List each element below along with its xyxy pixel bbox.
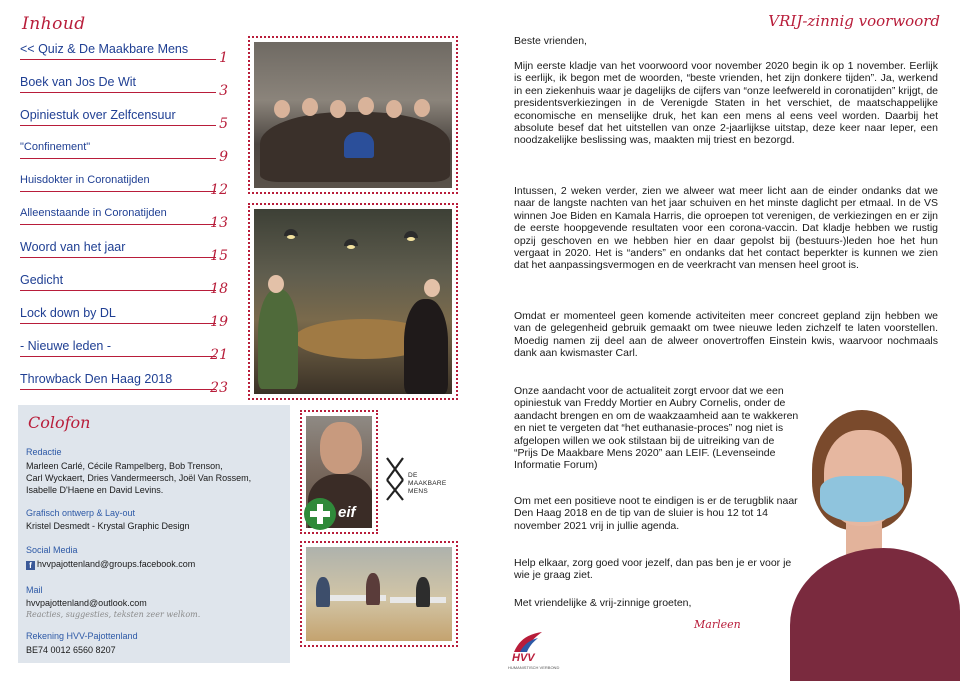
paragraph: Help elkaar, zorg goed voor jezelf, dan pas ben je er voor je wie je graag ziet. bbox=[514, 557, 792, 582]
mail-note: Reacties, suggesties, teksten zeer welkom. bbox=[26, 610, 201, 619]
dmm-figure-icon bbox=[384, 456, 406, 502]
paragraph: Onze aandacht voor de actualiteit zorgt ervoor dat we een opiniestuk van Freddy Mortier en Aubry Cornelis, onder de aandacht brengen en om de waakzaamheid aan te wakkeren en niet te vergeten dat “het euthanasie-proces” nog niet is afgelopen willen we ook stilstaan bij de uitreiking van de “Prijs De Maakbare Mens 2020” aan LEIF. (Levenseinde Informatie Forum) bbox=[514, 385, 799, 472]
toc-divider bbox=[20, 224, 216, 225]
toc-item[interactable] bbox=[20, 339, 234, 369]
dmm-logo-text-2: MAAKBARE bbox=[408, 480, 447, 487]
hvv-logo-text: HVV bbox=[512, 652, 535, 664]
bank-account: BE74 0012 6560 8207 bbox=[26, 645, 116, 655]
toc-item-label[interactable]: - Nieuwe leden - bbox=[20, 339, 112, 353]
toc-item-label[interactable]: Woord van het jaar bbox=[20, 240, 126, 254]
redactie-line: Marleen Carlé, Cécile Rampelberg, Bob Trenson, bbox=[26, 461, 223, 471]
greeting: Beste vrienden, bbox=[514, 35, 587, 47]
mail-heading: Mail bbox=[26, 585, 43, 595]
leif-logo bbox=[304, 498, 374, 530]
social-link-text[interactable]: hvvpajottenland@groups.facebook.com bbox=[37, 559, 196, 569]
meeting-photo bbox=[248, 203, 458, 400]
facebook-icon: f bbox=[26, 561, 35, 570]
toc-item-page: 21 bbox=[210, 347, 228, 363]
toc-item-label[interactable]: Opiniestuk over Zelfcensuur bbox=[20, 108, 176, 122]
toc-item-page: 12 bbox=[210, 182, 228, 198]
toc-item[interactable] bbox=[20, 141, 234, 171]
toc-item[interactable] bbox=[20, 75, 234, 105]
hvv-logo-subtext: HUMANISTISCH VERBOND bbox=[508, 665, 560, 670]
toc-item-label[interactable]: Throwback Den Haag 2018 bbox=[20, 372, 173, 386]
author-photo bbox=[790, 398, 960, 681]
toc-divider bbox=[20, 191, 216, 192]
toc-title: Inhoud bbox=[22, 14, 86, 34]
toc-divider bbox=[20, 290, 216, 291]
room-photo bbox=[300, 541, 458, 647]
redactie-heading: Redactie bbox=[26, 447, 62, 457]
toc-item-label[interactable]: Gedicht bbox=[20, 273, 64, 287]
signature: Marleen bbox=[694, 618, 741, 631]
toc-divider bbox=[20, 389, 216, 390]
de-maakbare-mens-logo bbox=[384, 452, 454, 510]
hvv-logo bbox=[506, 630, 560, 674]
closing: Met vriendelijke & vrij-zinnige groeten, bbox=[514, 597, 692, 609]
group-photo bbox=[248, 36, 458, 194]
toc-item[interactable] bbox=[20, 42, 234, 72]
toc-divider bbox=[20, 356, 216, 357]
toc-divider bbox=[20, 125, 216, 126]
leif-logo-text: eif bbox=[338, 504, 356, 521]
toc-item-page: 18 bbox=[210, 281, 228, 297]
toc-item[interactable] bbox=[20, 372, 234, 402]
toc-item[interactable] bbox=[20, 273, 234, 303]
paragraph: Intussen, 2 weken verder, zien we alweer wat meer licht aan de einder ondanks dat we naar de langste nachten van het jaar schuiven en het minste daglicht per etmaal. In de VS winnen Joe Biden en Kamala Harris, die oproepen tot verenigen, de verkiezingen en er zijn de eerste hoopgevende resultaten voor een corona-vaccin. Dat kladje hebben we rustig opzij geschoven en we hebben hier en daar gepolst bij (bestuurs-)leden hoe het hun vergaat in 2020. Het is “anders” en ondanks dat het contact beperkter is kunnen we zien dat het aanpassingsvermogen en de veerkracht van mensen heel groot is. bbox=[514, 185, 938, 272]
toc-item-label[interactable]: Lock down by DL bbox=[20, 306, 116, 320]
colofon-box bbox=[18, 405, 290, 663]
paragraph: Omdat er momenteel geen komende activiteiten meer concreet gepland zijn hebben we van de gelegenheid gebruik gemaakt om twee nieuwe leden zichzelf te laten voorstellen. Moedig namen zij deel aan de alweer onovertroffen Einstein kwis, waarvoor nochmaals dank aan kwismaster Carl. bbox=[514, 310, 938, 360]
toc-divider bbox=[20, 158, 216, 159]
toc-item[interactable] bbox=[20, 108, 234, 138]
toc-item-label[interactable]: << Quiz & De Maakbare Mens bbox=[20, 42, 189, 56]
social-link[interactable] bbox=[26, 558, 195, 570]
toc-item-page: 15 bbox=[210, 248, 228, 264]
bank-heading: Rekening HVV-Pajottenland bbox=[26, 631, 138, 641]
room-photo-image bbox=[306, 547, 452, 641]
toc-item-page: 19 bbox=[210, 314, 228, 330]
paragraph: Om met een positieve noot te eindigen is er de terugblik naar Den Haag 2018 en de tip van de sluier is hou 12 tot 14 november 2021 vrij in jullie agenda. bbox=[514, 495, 798, 532]
mail-link[interactable]: hvvpajottenland@outlook.com bbox=[26, 598, 147, 608]
toc-item-page: 5 bbox=[219, 116, 228, 132]
redactie-line: Carl Wyckaert, Dries Vandermeersch, Joël Van Rossem, bbox=[26, 473, 252, 483]
dmm-logo-text-3: MENS bbox=[408, 488, 428, 495]
toc-item-label[interactable]: "Confinement" bbox=[20, 141, 91, 153]
toc-divider bbox=[20, 59, 216, 60]
group-photo-image bbox=[254, 42, 452, 188]
toc-item[interactable] bbox=[20, 207, 234, 237]
toc-item-page: 13 bbox=[210, 215, 228, 231]
toc-item[interactable] bbox=[20, 240, 234, 270]
toc-item-label[interactable]: Alleenstaande in Coronatijden bbox=[20, 207, 167, 219]
social-heading: Social Media bbox=[26, 545, 78, 555]
toc-item-page: 23 bbox=[210, 380, 228, 396]
meeting-photo-image bbox=[254, 209, 452, 394]
toc-divider bbox=[20, 92, 216, 93]
toc-item-page: 9 bbox=[219, 149, 228, 165]
leif-cross-icon bbox=[304, 498, 336, 530]
toc-item-label[interactable]: Boek van Jos De Wit bbox=[20, 75, 137, 89]
paragraph: Mijn eerste kladje van het voorwoord voor november 2020 begin ik op 1 november. Eerlijk is eerlijk, ik begon met de woorden, “beste vrienden, het zijn donkere tijden”. Ja, werkend in een ziekenhuis waar je dagelijks de cijfers van “onze leefwereld in coronatijden” krijgt, de presidentsverkiezingen in de Verenigde Staten in het verschiet, de maatschappelijke economische en menselijke druk, het kan een mens al eens veel worden. Daarbij het absolute besef dat het uitstellen van onze 2-jaarlijkse uitstap, deze keer naar Ieper, een noodzakelijke beslissing was, maakten mij triest en bezorgd. bbox=[514, 60, 938, 147]
toc-item-page: 1 bbox=[219, 50, 228, 66]
dmm-logo-text-1: DE bbox=[408, 472, 418, 479]
toc-item-label[interactable]: Huisdokter in Coronatijden bbox=[20, 174, 150, 186]
toc-divider bbox=[20, 257, 216, 258]
toc-item[interactable] bbox=[20, 174, 234, 204]
toc-item[interactable] bbox=[20, 306, 234, 336]
redactie-line: Isabelle D'Haene en David Levins. bbox=[26, 485, 164, 495]
toc-item-page: 3 bbox=[219, 83, 228, 99]
grafisch-heading: Grafisch ontwerp & Lay-out bbox=[26, 508, 136, 518]
hvv-flame-icon bbox=[510, 630, 544, 654]
toc-divider bbox=[20, 323, 216, 324]
colofon-title: Colofon bbox=[28, 413, 91, 432]
grafisch-text: Kristel Desmedt - Krystal Graphic Design bbox=[26, 521, 190, 531]
foreword-title: VRIJ-zinnig voorwoord bbox=[768, 12, 940, 30]
